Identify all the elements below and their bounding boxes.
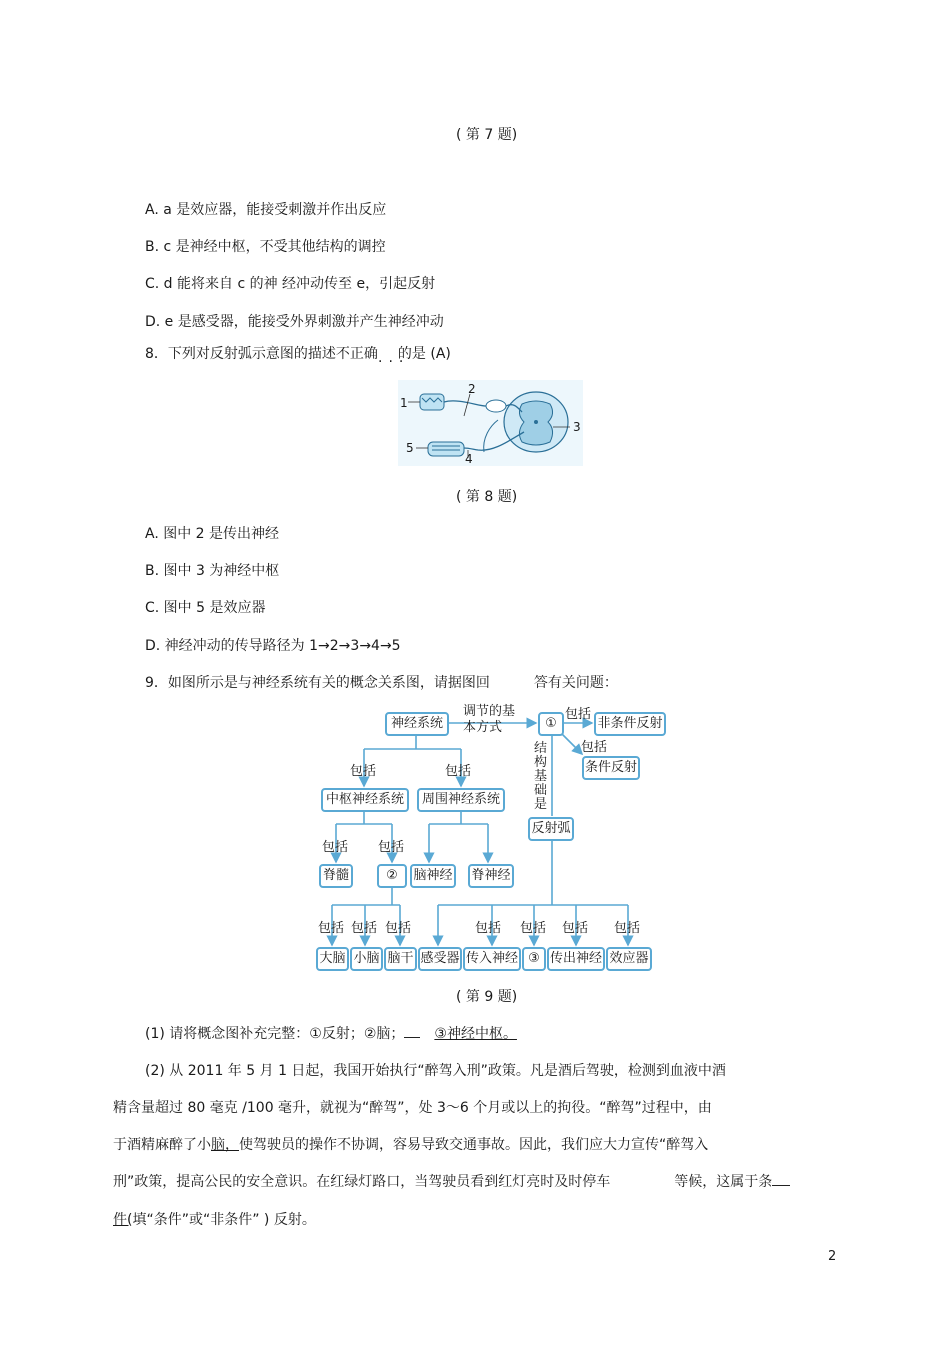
q9-sub1-suffix: ③神经中枢。 — [434, 1026, 517, 1042]
node-cranial-nerve: 脑神经 — [410, 864, 456, 888]
q8-emphasis-dots: ... — [378, 350, 410, 366]
node-nervous-system: 神经系统 — [385, 712, 449, 736]
node-conditioned-reflex: 条件反射 — [582, 756, 640, 780]
q7-option-c: C. d 能将来自 c 的神 经冲动传至 e，引起反射 — [145, 276, 436, 292]
node-circle-3: ③ — [522, 947, 546, 971]
label-includes-4: 包括 — [445, 764, 472, 779]
q9-sub2-line1: (2) 从 2011 年 5 月 1 日起，我国开始执行“醉驾入刑”政策。凡是酒后驾驶，检测到血液中酒 — [145, 1063, 726, 1079]
q8-option-d: D. 神经冲动的传导路径为 1→2→3→4→5 — [145, 638, 401, 654]
label-includes-11: 包括 — [520, 921, 547, 936]
figure-label-2: 2 — [468, 382, 476, 396]
answer-blank-2 — [772, 1185, 790, 1186]
q8-stem-after: 的是 (A) — [397, 346, 451, 362]
label-includes-2: 包括 — [581, 740, 608, 755]
label-includes-1: 包括 — [565, 707, 592, 722]
q8-option-c: C. 图中 5 是效应器 — [145, 600, 266, 616]
q9-sub1-prefix: (1) 请将概念图补充完整：①反射；②脑； — [145, 1026, 405, 1042]
figure-label-5: 5 — [406, 441, 414, 455]
node-spinal-nerve: 脊神经 — [468, 864, 514, 888]
label-regulation — [463, 704, 515, 736]
label-includes-10: 包括 — [475, 921, 502, 936]
node-circle-2: ② — [377, 864, 407, 888]
label-regulation-line1: 调节的基 — [463, 704, 516, 719]
q7-option-a: A. a 是效应器，能接受刺激并作出反应 — [145, 202, 387, 218]
node-spinal-cord: 脊髓 — [319, 864, 353, 888]
node-reflex-arc: 反射弧 — [528, 817, 574, 841]
label-includes-12: 包括 — [562, 921, 589, 936]
q9-sub2-line4-mid: 等候，这属于条 — [674, 1174, 773, 1190]
reflex-arc-figure — [398, 380, 583, 466]
node-central-nervous-system: 中枢神经系统 — [321, 788, 409, 812]
node-effector: 效应器 — [606, 947, 652, 971]
q7-option-b: B. c 是神经中枢，不受其他结构的调控 — [145, 239, 386, 255]
q9-sub2-line5-after: 填“条件”或“非条件” ) 反射。 — [132, 1212, 316, 1228]
q8-option-a: A. 图中 2 是传出神经 — [145, 526, 280, 542]
q9-sub2-line5 — [113, 1209, 316, 1229]
label-includes-3: 包括 — [350, 764, 377, 779]
node-cerebrum: 大脑 — [316, 947, 349, 971]
q9-sub2-line3-after: 使驾驶员的操作不协调，容易导致交通事故。因此，我们应大力宣传“醉驾入 — [239, 1137, 709, 1153]
node-afferent-nerve: 传入神经 — [463, 947, 521, 971]
q9-sub2-line2: 精含量超过 80 毫克 /100 毫升，就视为“醉驾”，处 3～6 个月或以上的拘役。“醉驾”过程中，由 — [113, 1100, 712, 1116]
label-includes-13: 包括 — [614, 921, 641, 936]
figure-label-3: 3 — [573, 420, 581, 434]
q7-caption: ( 第 7 题) — [456, 127, 518, 143]
node-efferent-nerve: 传出神经 — [547, 947, 605, 971]
q9-stem — [145, 672, 618, 692]
q9-sub2-line3-before: 于酒精麻醉了小 — [113, 1137, 211, 1153]
q8-stem-before: 8．下列对反射弧示意图的描述不正确 — [145, 346, 378, 362]
q8-option-b: B. 图中 3 为神经中枢 — [145, 563, 280, 579]
label-includes-6: 包括 — [378, 840, 405, 855]
label-includes-9: 包括 — [385, 921, 412, 936]
node-receptor: 感受器 — [418, 947, 462, 971]
q8-caption: ( 第 8 题) — [456, 489, 518, 505]
q9-sub2-line3 — [113, 1134, 708, 1154]
node-circle-1: ① — [538, 712, 564, 736]
label-structural-basis: 结构基础是 — [534, 741, 548, 812]
q9-caption: ( 第 9 题) — [456, 989, 518, 1005]
label-includes-8: 包括 — [351, 921, 378, 936]
node-unconditioned-reflex: 非条件反射 — [594, 712, 666, 736]
q9-sub2-line4 — [113, 1171, 790, 1191]
q9-sub2-line4-before: 刑”政策，提高公民的安全意识。在红绿灯路口，当驾驶员看到红灯亮时及时停车 — [113, 1174, 611, 1190]
q9-sub2-line3-answer: 脑， — [211, 1137, 239, 1153]
answer-blank — [404, 1037, 420, 1038]
q7-option-d: D. e 是感受器，能接受外界刺激并产生神经冲动 — [145, 314, 444, 330]
node-brainstem: 脑干 — [384, 947, 417, 971]
figure-label-4: 4 — [465, 452, 473, 466]
node-cerebellum: 小脑 — [350, 947, 383, 971]
concept-map — [316, 702, 668, 974]
q9-sub2-line5-answer: 件( — [113, 1212, 133, 1228]
q9-stem-tail: 答有关问题： — [533, 675, 618, 691]
label-regulation-line2: 本方式 — [463, 720, 503, 735]
q9-sub1 — [145, 1023, 517, 1043]
q9-stem-text: 9．如图所示是与神经系统有关的概念关系图，请据图回 — [145, 675, 490, 691]
label-includes-5: 包括 — [322, 840, 349, 855]
reflex-arc-drawing — [398, 380, 583, 466]
label-includes-7: 包括 — [318, 921, 345, 936]
figure-label-1: 1 — [400, 396, 408, 410]
page-number: 2 — [828, 1249, 837, 1264]
node-peripheral-nervous-system: 周围神经系统 — [417, 788, 505, 812]
